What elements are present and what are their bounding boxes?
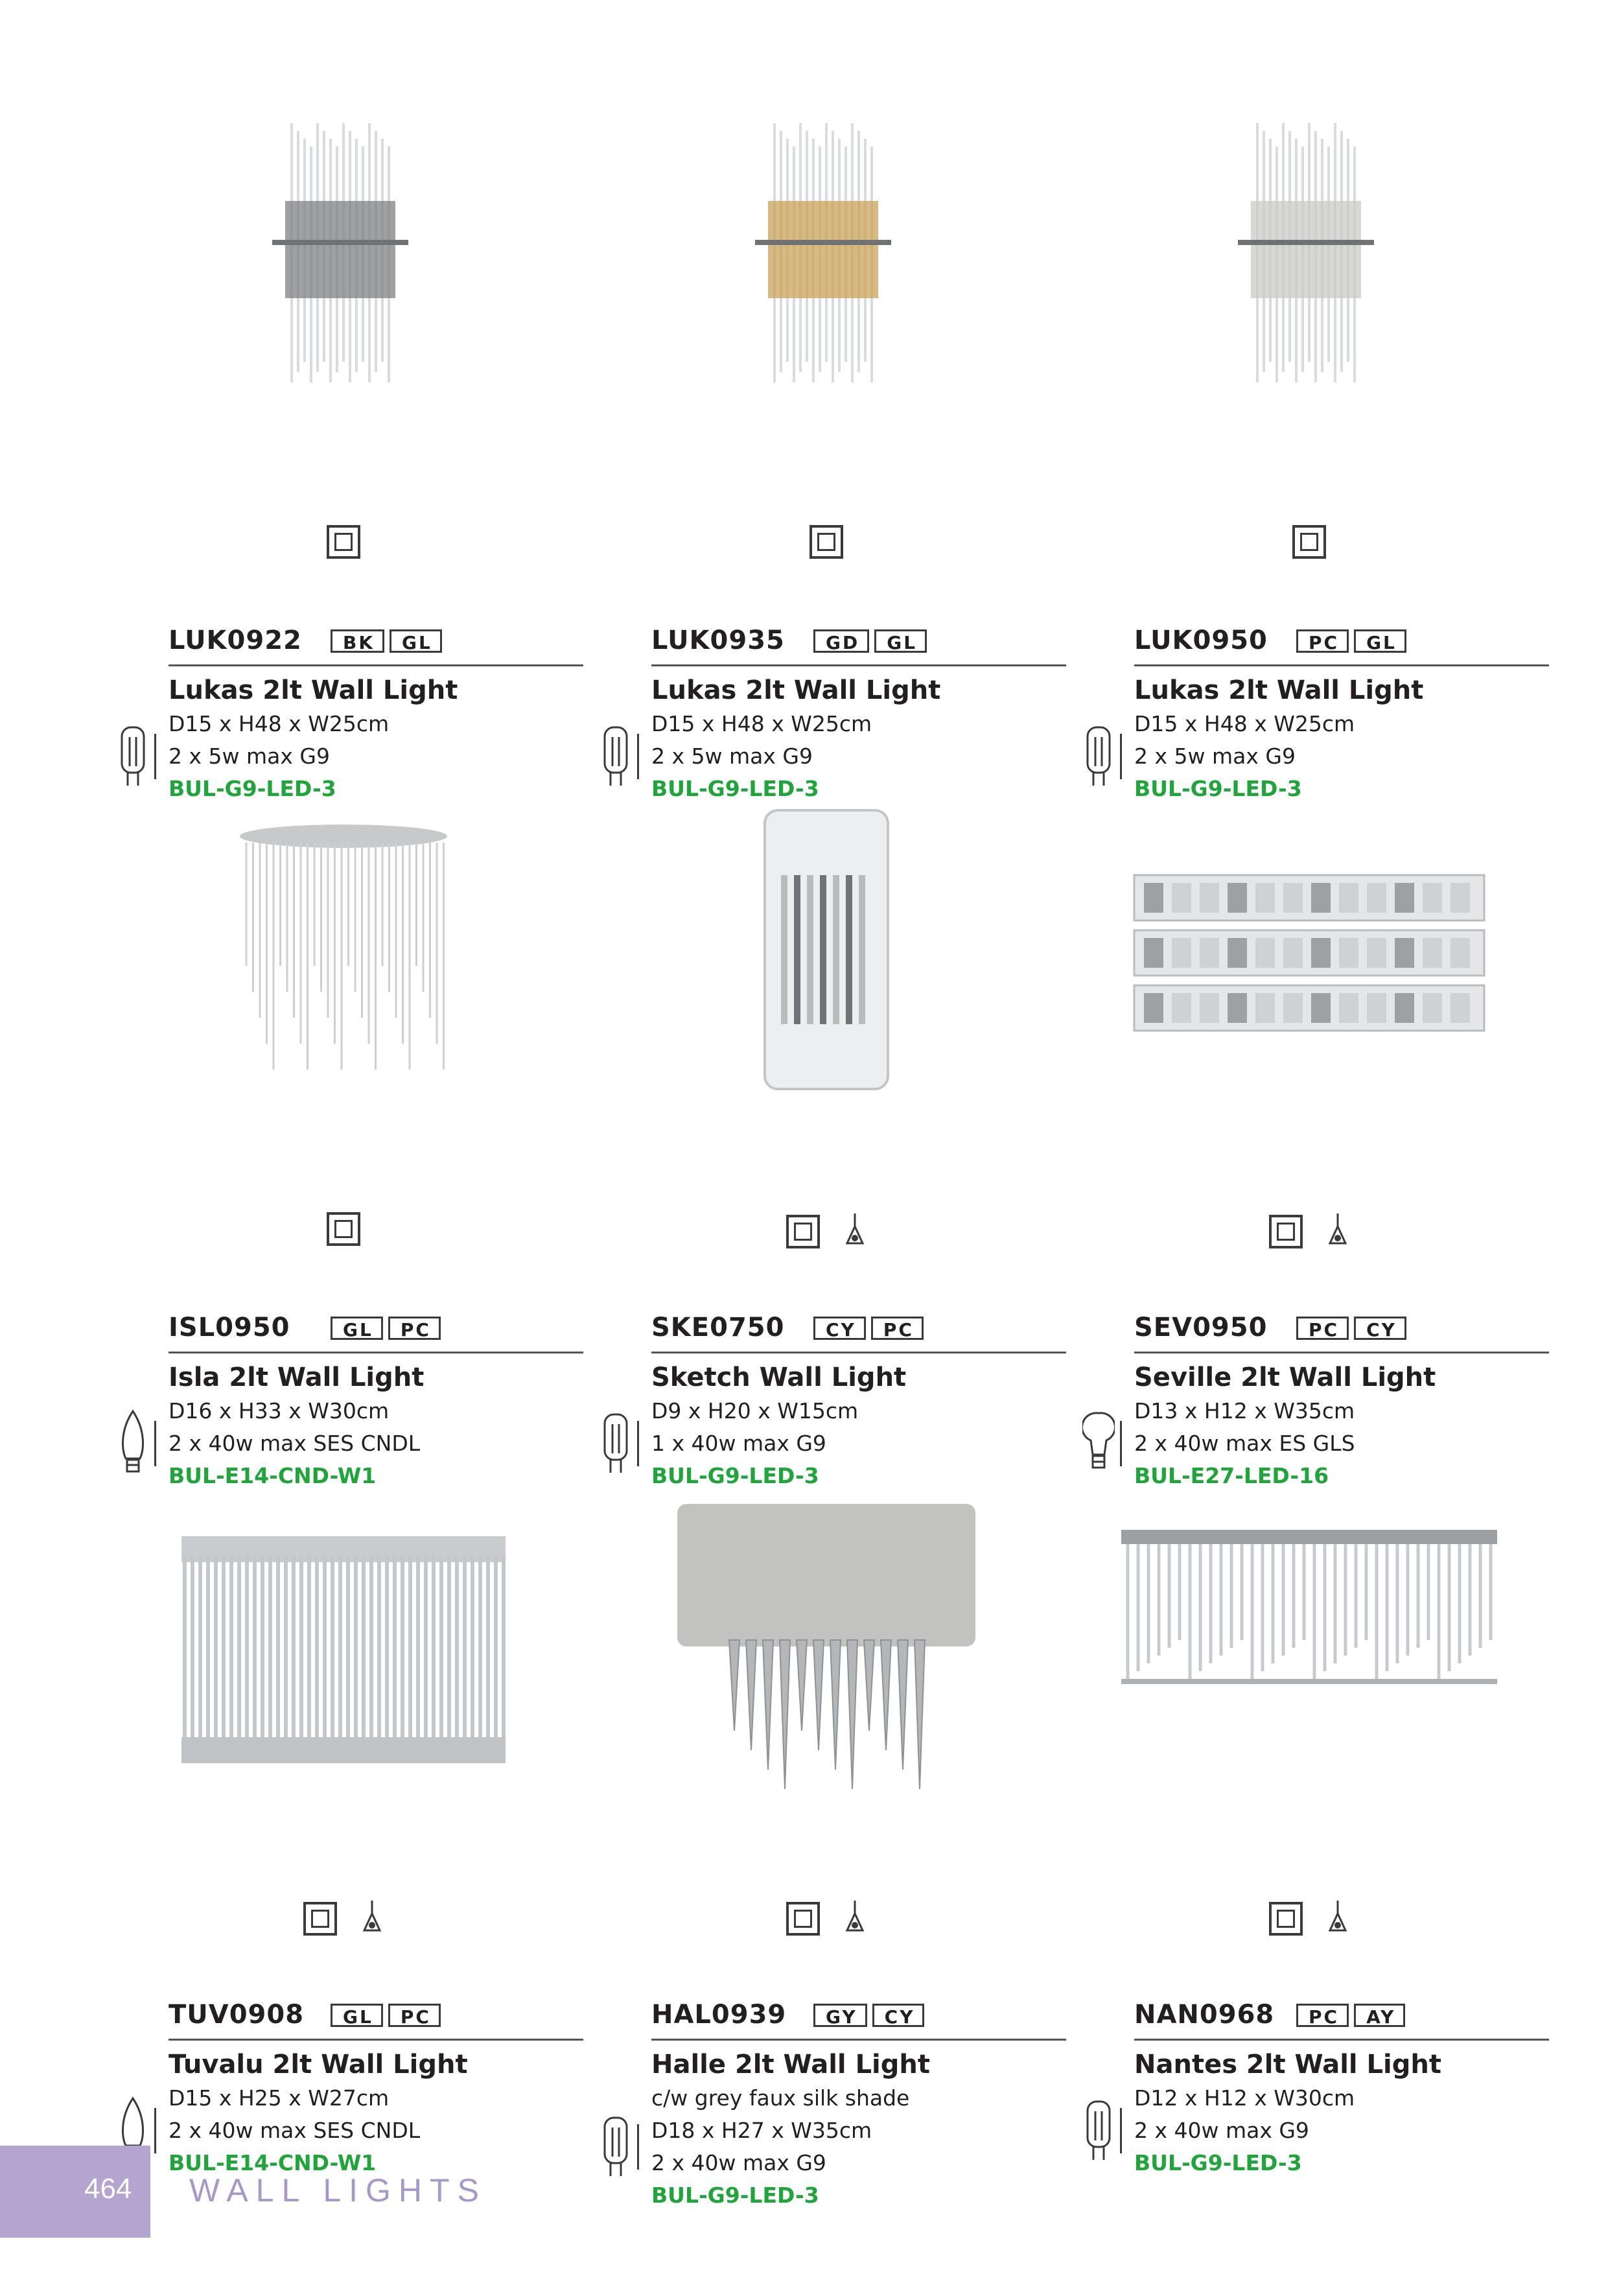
product-info (169, 2047, 583, 2179)
bulb-code: BUL-G9-LED-3 (169, 776, 336, 801)
product-spec: 2 x 5w max G9 (1134, 744, 1296, 769)
finish-codes (1296, 629, 1406, 653)
g9-capsule-icon (600, 2111, 632, 2183)
finish-code-badge: GL (874, 629, 927, 653)
product-spec: D16 x H33 x W30cm (169, 1398, 390, 1423)
product-spec: D15 x H48 x W25cm (651, 711, 872, 736)
product-photo (143, 797, 544, 1134)
product-info (1134, 673, 1549, 805)
lamp-separator (1120, 734, 1122, 779)
finish-codes (331, 629, 442, 653)
product-card (1069, 110, 1549, 801)
product-spec: 2 x 40w max SES CNDL (169, 2118, 421, 2143)
product-info (651, 673, 1066, 805)
class-ii-icon (1269, 1902, 1303, 1936)
product-code: LUK0950 (1134, 626, 1268, 655)
product-spec: D15 x H48 x W25cm (1134, 711, 1355, 736)
finish-code-badge: CY (872, 2004, 925, 2027)
finish-code-badge: PC (871, 1317, 924, 1340)
class-ii-icon (786, 1215, 820, 1248)
finish-code-badge: GL (390, 629, 442, 653)
bulb-code: BUL-E14-CND-W1 (169, 1463, 377, 1488)
finish-code-badge: PC (1296, 629, 1349, 653)
finish-code-badge: BK (331, 629, 384, 653)
finish-code-badge: CY (813, 1317, 866, 1340)
finish-code-badge: PC (388, 2004, 441, 2027)
pendant-bulb-icon (360, 1899, 384, 1938)
pendant-bulb-icon (1326, 1212, 1349, 1251)
product-symbols (104, 1899, 583, 1938)
product-card (587, 110, 1066, 801)
bulb-code: BUL-E27-LED-16 (1134, 1463, 1329, 1488)
bulb-code: BUL-G9-LED-3 (651, 776, 819, 801)
product-card (104, 797, 583, 1488)
class-ii-icon (303, 1902, 337, 1936)
product-photo (1108, 1484, 1510, 1822)
product-symbols (1069, 525, 1549, 559)
finish-code-badge: GY (813, 2004, 867, 2027)
finish-code-badge: PC (1296, 1317, 1349, 1340)
candle-bulb-icon (117, 1408, 149, 1479)
product-spec: 1 x 40w max G9 (651, 1431, 826, 1456)
product-spec: 2 x 40w max G9 (1134, 2118, 1309, 2143)
product-header (1134, 2000, 1549, 2041)
finish-codes (813, 2004, 924, 2027)
product-code: LUK0922 (169, 626, 302, 655)
lamp-separator (154, 1421, 156, 1466)
product-photo (1108, 797, 1510, 1134)
finish-codes (331, 1317, 441, 1340)
lamp-separator (637, 1421, 639, 1466)
finish-codes (331, 2004, 441, 2027)
lamp-separator (1120, 1421, 1122, 1466)
product-spec: D15 x H25 x W27cm (169, 2085, 390, 2111)
g9-capsule-icon (600, 1408, 632, 1479)
product-photo (1108, 110, 1510, 447)
product-name: Sketch Wall Light (651, 1363, 907, 1392)
product-name: Tuvalu 2lt Wall Light (169, 2050, 468, 2079)
finish-code-badge: GL (331, 2004, 383, 2027)
pendant-bulb-icon (843, 1899, 867, 1938)
product-header (1134, 626, 1549, 666)
lamp-separator (637, 734, 639, 779)
product-info (169, 1360, 583, 1492)
product-card (1069, 1484, 1549, 2175)
lamp-separator (154, 2108, 156, 2153)
product-spec: 2 x 40w max ES GLS (1134, 1431, 1355, 1456)
lamp-separator (154, 734, 156, 779)
product-code: SKE0750 (651, 1313, 785, 1342)
product-code: TUV0908 (169, 2000, 305, 2030)
product-name: Isla 2lt Wall Light (169, 1363, 425, 1392)
product-symbols (587, 1212, 1066, 1251)
g9-capsule-icon (600, 721, 632, 792)
product-header (169, 626, 583, 666)
product-info (1134, 2047, 1549, 2179)
bulb-code: BUL-G9-LED-3 (651, 2183, 819, 2208)
product-spec: D12 x H12 x W30cm (1134, 2085, 1355, 2111)
g9-capsule-icon (1082, 721, 1115, 792)
lamp-separator (637, 2124, 639, 2170)
product-spec: c/w grey faux silk shade (651, 2085, 910, 2111)
product-info (169, 673, 583, 805)
section-title: WALL LIGHTS (189, 2172, 487, 2208)
product-name: Lukas 2lt Wall Light (169, 675, 458, 705)
finish-code-badge: GL (331, 1317, 383, 1340)
gls-bulb-icon (1082, 1408, 1115, 1479)
product-name: Seville 2lt Wall Light (1134, 1363, 1436, 1392)
product-name: Lukas 2lt Wall Light (1134, 675, 1424, 705)
product-symbols (104, 1212, 583, 1246)
finish-code-badge: GL (1354, 629, 1406, 653)
product-spec: D9 x H20 x W15cm (651, 1398, 859, 1423)
finish-code-badge: GD (813, 629, 869, 653)
product-spec: 2 x 40w max SES CNDL (169, 1431, 421, 1456)
finish-code-badge: PC (388, 1317, 441, 1340)
g9-capsule-icon (117, 721, 149, 792)
product-spec: D13 x H12 x W35cm (1134, 1398, 1355, 1423)
bulb-code: BUL-G9-LED-3 (651, 1463, 819, 1488)
product-symbols (587, 1899, 1066, 1938)
product-header (1134, 1313, 1549, 1353)
product-spec: D18 x H27 x W35cm (651, 2118, 872, 2143)
page-number: 464 (84, 2173, 132, 2205)
class-ii-icon (327, 1212, 360, 1246)
product-spec: 2 x 40w max G9 (651, 2150, 826, 2175)
finish-codes (1296, 2004, 1405, 2027)
product-photo (625, 797, 1027, 1134)
product-code: NAN0968 (1134, 2000, 1275, 2030)
product-spec: 2 x 5w max G9 (169, 744, 330, 769)
product-header (651, 2000, 1066, 2041)
product-header (169, 2000, 583, 2041)
product-photo (625, 110, 1027, 447)
class-ii-icon (1269, 1215, 1303, 1248)
finish-codes (1296, 1317, 1406, 1340)
product-code: ISL0950 (169, 1313, 290, 1342)
finish-codes (813, 1317, 924, 1340)
product-symbols (1069, 1212, 1549, 1251)
product-info (651, 2047, 1066, 2212)
product-symbols (104, 525, 583, 559)
product-card (104, 1484, 583, 2175)
product-name: Nantes 2lt Wall Light (1134, 2050, 1441, 2079)
finish-code-badge: PC (1296, 2004, 1349, 2027)
lamp-separator (1120, 2108, 1122, 2153)
class-ii-icon (786, 1902, 820, 1936)
bulb-code: BUL-E14-CND-W1 (169, 2150, 377, 2175)
pendant-bulb-icon (843, 1212, 867, 1251)
product-spec: D15 x H48 x W25cm (169, 711, 390, 736)
finish-codes (813, 629, 927, 653)
finish-code-badge: AY (1354, 2004, 1405, 2027)
pendant-bulb-icon (1326, 1899, 1349, 1938)
product-card (587, 797, 1066, 1488)
product-header (169, 1313, 583, 1353)
g9-capsule-icon (1082, 2095, 1115, 2166)
class-ii-icon (1292, 525, 1326, 559)
class-ii-icon (327, 525, 360, 559)
product-code: HAL0939 (651, 2000, 787, 2030)
product-photo (143, 110, 544, 447)
bulb-code: BUL-G9-LED-3 (1134, 776, 1302, 801)
product-photo (143, 1484, 544, 1822)
product-info (1134, 1360, 1549, 1492)
class-ii-icon (810, 525, 843, 559)
product-name: Halle 2lt Wall Light (651, 2050, 930, 2079)
product-code: LUK0935 (651, 626, 785, 655)
product-spec: 2 x 5w max G9 (651, 744, 813, 769)
product-symbols (1069, 1899, 1549, 1938)
product-header (651, 1313, 1066, 1353)
finish-code-badge: CY (1354, 1317, 1406, 1340)
product-code: SEV0950 (1134, 1313, 1268, 1342)
bulb-code: BUL-G9-LED-3 (1134, 2150, 1302, 2175)
product-card (587, 1484, 1066, 2208)
product-card (1069, 797, 1549, 1488)
product-name: Lukas 2lt Wall Light (651, 675, 941, 705)
product-symbols (587, 525, 1066, 559)
product-photo (625, 1484, 1027, 1822)
product-card (104, 110, 583, 801)
product-info (651, 1360, 1066, 1492)
product-header (651, 626, 1066, 666)
